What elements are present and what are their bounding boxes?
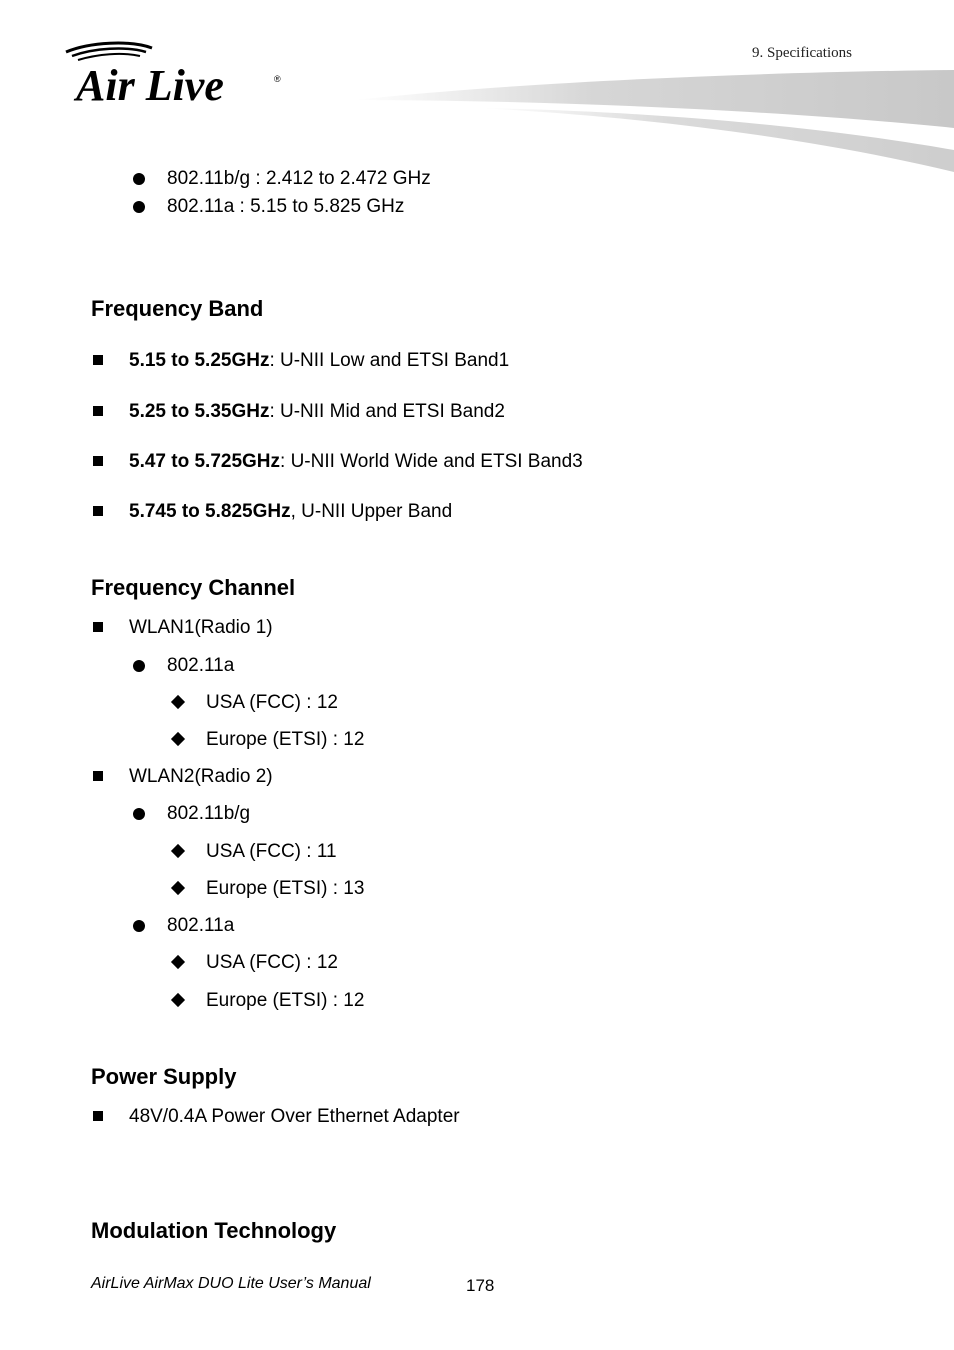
bullet-square-icon bbox=[93, 506, 103, 516]
wlan2-a-usa-channels: USA (FCC) : 12 bbox=[206, 952, 338, 973]
bullet-diamond-icon bbox=[171, 844, 185, 858]
svg-text:®: ® bbox=[274, 74, 281, 84]
chapter-title: 9. Specifications bbox=[752, 45, 852, 61]
band-desc: : U-NII Low and ETSI Band1 bbox=[269, 350, 510, 371]
section-heading-power-supply: Power Supply bbox=[91, 1064, 237, 1089]
bullet-dot-icon bbox=[133, 173, 145, 185]
bullet-square-icon bbox=[93, 456, 103, 466]
band-range: 5.25 to 5.35GHz bbox=[129, 401, 270, 422]
band-desc: : U-NII Mid and ETSI Band2 bbox=[269, 401, 505, 422]
wlan1-standard: 802.11a bbox=[167, 655, 235, 676]
frequency-band-item bbox=[129, 350, 509, 372]
frequency-band-item bbox=[129, 451, 583, 473]
airlive-logo bbox=[60, 38, 290, 108]
bullet-dot-icon bbox=[133, 201, 145, 213]
wlan2-label: WLAN2(Radio 2) bbox=[129, 766, 273, 787]
band-range: 5.47 to 5.725GHz bbox=[129, 451, 281, 472]
section-heading-modulation: Modulation Technology bbox=[91, 1218, 337, 1243]
bullet-square-icon bbox=[93, 771, 103, 781]
bullet-diamond-icon bbox=[171, 993, 185, 1007]
bullet-diamond-icon bbox=[171, 732, 185, 746]
wlan2-a-europe-channels: Europe (ETSI) : 12 bbox=[206, 990, 365, 1011]
bullet-dot-icon bbox=[133, 660, 145, 672]
frequency-band-item bbox=[129, 501, 452, 523]
bullet-dot-icon bbox=[133, 808, 145, 820]
intro-bullet: 802.11b/g : 2.412 to 2.472 GHz bbox=[167, 168, 431, 189]
wlan2-standard-a: 802.11a bbox=[167, 915, 235, 936]
wlan2-bg-usa-channels: USA (FCC) : 11 bbox=[206, 841, 337, 862]
bullet-square-icon bbox=[93, 1111, 103, 1121]
bullet-square-icon bbox=[93, 355, 103, 365]
bullet-diamond-icon bbox=[171, 881, 185, 895]
wlan1-usa-channels: USA (FCC) : 12 bbox=[206, 692, 338, 713]
wlan1-europe-channels: Europe (ETSI) : 12 bbox=[206, 729, 365, 750]
bullet-dot-icon bbox=[133, 920, 145, 932]
wlan1-label: WLAN1(Radio 1) bbox=[129, 617, 273, 638]
bullet-diamond-icon bbox=[171, 955, 185, 969]
svg-text:Air Live: Air Live bbox=[76, 61, 224, 108]
band-range: 5.745 to 5.825GHz bbox=[129, 501, 291, 522]
intro-bullet: 802.11a : 5.15 to 5.825 GHz bbox=[167, 196, 405, 217]
bullet-diamond-icon bbox=[171, 695, 185, 709]
wlan2-bg-europe-channels: Europe (ETSI) : 13 bbox=[206, 878, 365, 899]
band-range: 5.15 to 5.25GHz bbox=[129, 350, 270, 371]
wlan2-standard-bg: 802.11b/g bbox=[167, 803, 251, 824]
band-desc: : U-NII World Wide and ETSI Band3 bbox=[280, 451, 583, 472]
page-number: 178 bbox=[466, 1276, 495, 1295]
section-heading-frequency-band: Frequency Band bbox=[91, 296, 264, 321]
section-heading-frequency-channel: Frequency Channel bbox=[91, 575, 296, 600]
bullet-square-icon bbox=[93, 406, 103, 416]
frequency-band-item bbox=[129, 401, 505, 423]
power-supply-item: 48V/0.4A Power Over Ethernet Adapter bbox=[129, 1106, 460, 1127]
footer-manual-title: AirLive AirMax DUO Lite User’s Manual bbox=[91, 1275, 371, 1292]
band-desc: , U-NII Upper Band bbox=[290, 501, 453, 522]
bullet-square-icon bbox=[93, 622, 103, 632]
